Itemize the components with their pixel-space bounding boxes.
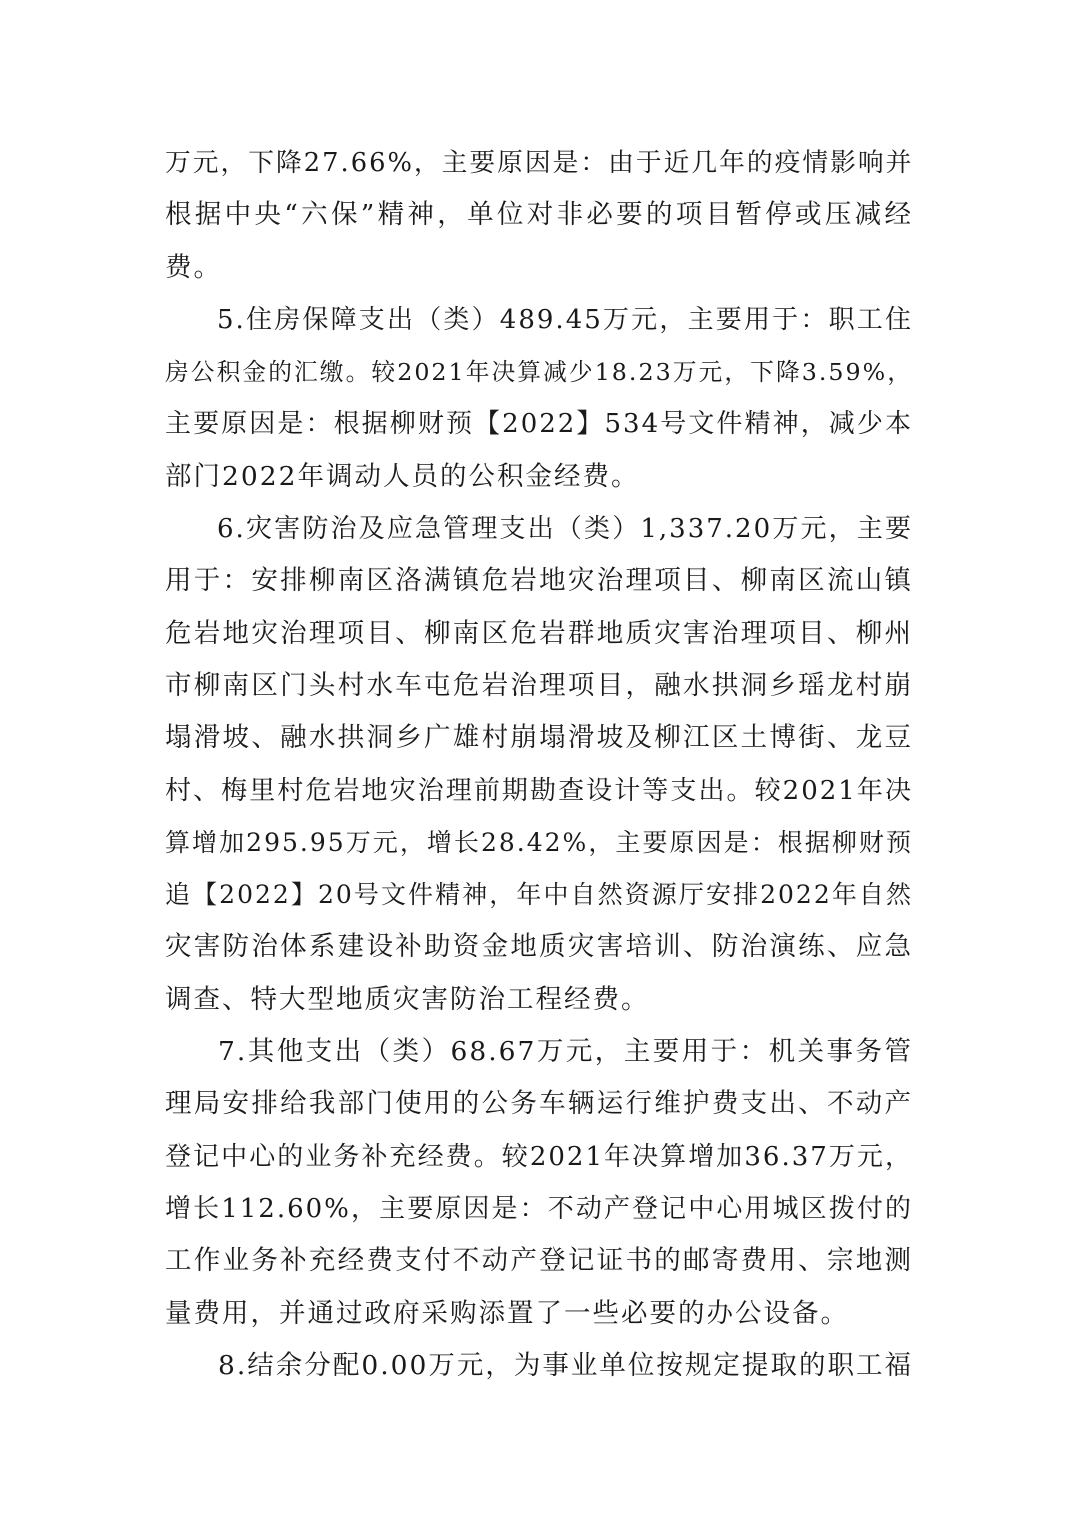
text-line: 部门2022年调动人员的公积金经费。 [165,460,640,492]
paragraph-housing-expenditure [165,294,913,503]
text-line: 费。 [165,251,222,283]
text-line: 危岩地灾治理项目、柳南区危岩群地质灾害治理项目、柳州 [165,617,913,649]
text-line: 登记中心的业务补充经费。较2021年决算增加36.37万元， [165,1141,913,1172]
paragraph-other-expenditure [165,1026,913,1340]
text-line: 用于：安排柳南区洛满镇危岩地灾治理项目、柳南区流山镇 [165,565,913,597]
text-line: 量费用，并通过政府采购添置了一些必要的办公设备。 [165,1297,849,1329]
text-line: 房公积金的汇缴。较2021年决算减少18.23万元，下降3.59%， [165,358,913,387]
paragraph-disaster-expenditure [165,503,913,1026]
text-line: 灾害防治体系建设补助资金地质灾害培训、防治演练、应急 [165,931,913,963]
text-line: 7.其他支出（类）68.67万元，主要用于：机关事务管 [218,1036,913,1068]
text-line: 增长112.60%，主要原因是：不动产登记中心用城区拨付的 [165,1193,913,1224]
text-line: 市柳南区门头村水车屯危岩治理项目，融水拱洞乡瑶龙村崩 [165,669,913,701]
text-line: 村、梅里村危岩地灾治理前期勘查设计等支出。较2021年决 [165,775,913,806]
text-line: 根据中央“六保”精神，单位对非必要的项目暂停或压减经 [165,199,913,231]
paragraph-continued [165,137,913,294]
text-line: 调查、特大型地质灾害防治工程经费。 [165,983,650,1015]
paragraph-surplus-distribution [165,1340,913,1392]
text-line: 8.结余分配0.00万元，为事业单位按规定提取的职工福 [218,1349,913,1381]
text-line: 算增加295.95万元，增长28.42%，主要原因是：根据柳财预 [165,827,913,857]
text-line: 塌滑坡、融水拱洞乡广雄村崩塌滑坡及柳江区土博街、龙豆 [165,722,913,754]
text-line: 6.灾害防治及应急管理支出（类）1,337.20万元，主要 [217,514,913,545]
text-line: 万元，下降27.66%，主要原因是：由于近几年的疫情影响并 [165,148,914,178]
text-line: 工作业务补充经费支付不动产登记证书的邮寄费用、宗地测 [165,1245,913,1277]
document-body [165,137,913,1392]
text-line: 理局安排给我部门使用的公务车辆运行维护费支出、不动产 [165,1088,913,1120]
text-line: 5.住房保障支出（类）489.45万元，主要用于：职工住 [217,304,913,335]
text-line: 主要原因是：根据柳财预【2022】534号文件精神，减少本 [165,409,913,440]
text-line: 追【2022】20号文件精神，年中自然资源厅安排2022年自然 [165,880,913,910]
